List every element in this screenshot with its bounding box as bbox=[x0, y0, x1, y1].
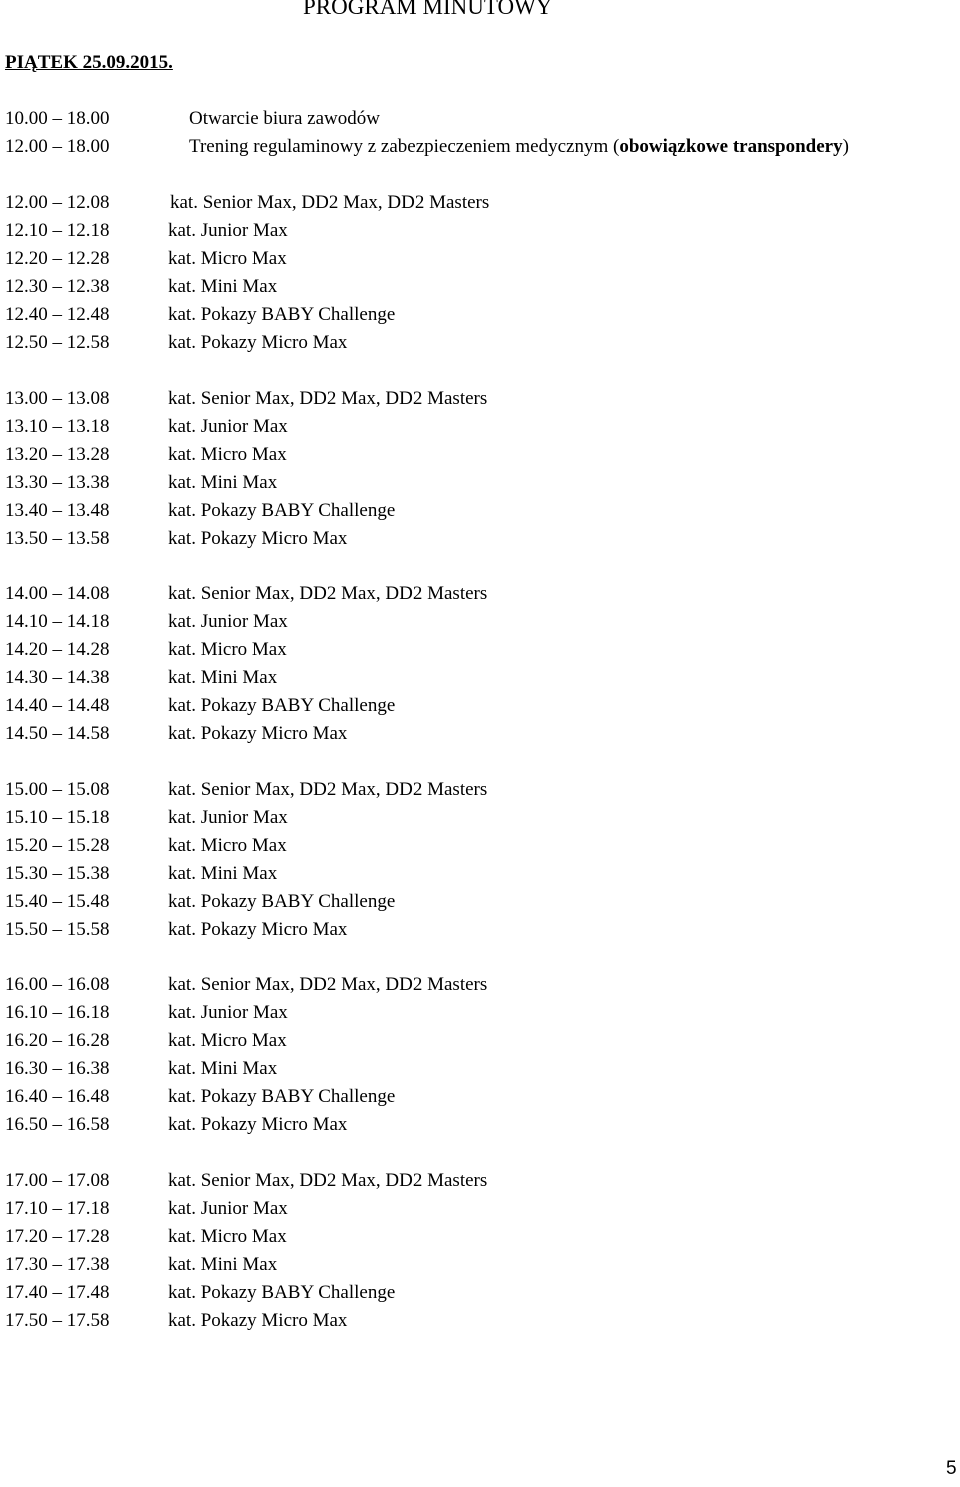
event-description: kat. Pokazy Micro Max bbox=[168, 919, 348, 940]
event-description: kat. Junior Max bbox=[168, 1002, 288, 1023]
event-description: kat. Pokazy BABY Challenge bbox=[168, 891, 396, 912]
schedule-date: PIĄTEK 25.09.2015. bbox=[5, 52, 173, 73]
time-range: 16.10 – 16.18 bbox=[5, 1002, 110, 1023]
page-title: PROGRAM MINUTOWY bbox=[303, 0, 553, 19]
event-description: kat. Pokazy BABY Challenge bbox=[168, 304, 396, 325]
event-description: kat. Senior Max, DD2 Max, DD2 Masters bbox=[168, 974, 488, 995]
time-range: 16.20 – 16.28 bbox=[5, 1030, 110, 1051]
time-range: 14.00 – 14.08 bbox=[5, 583, 110, 604]
time-range: 15.50 – 15.58 bbox=[5, 919, 110, 940]
event-description: kat. Senior Max, DD2 Max, DD2 Masters bbox=[168, 779, 488, 800]
event-description: kat. Pokazy Micro Max bbox=[168, 332, 348, 353]
event-description: kat. Mini Max bbox=[168, 667, 278, 688]
event-description: kat. Micro Max bbox=[168, 248, 287, 269]
event-description: kat. Senior Max, DD2 Max, DD2 Masters bbox=[170, 192, 490, 213]
event-description: kat. Senior Max, DD2 Max, DD2 Masters bbox=[168, 583, 488, 604]
event-description: kat. Mini Max bbox=[168, 472, 278, 493]
event-description-end: ) bbox=[842, 136, 849, 157]
time-range: 14.20 – 14.28 bbox=[5, 639, 110, 660]
time-range: 13.50 – 13.58 bbox=[5, 528, 110, 549]
event-description: kat. Mini Max bbox=[168, 276, 278, 297]
event-description: Otwarcie biura zawodów bbox=[189, 108, 380, 129]
event-description: kat. Junior Max bbox=[168, 807, 288, 828]
time-range: 12.30 – 12.38 bbox=[5, 276, 110, 297]
event-description: kat. Micro Max bbox=[168, 1030, 287, 1051]
event-description: kat. Senior Max, DD2 Max, DD2 Masters bbox=[168, 388, 488, 409]
time-range: 12.40 – 12.48 bbox=[5, 304, 110, 325]
time-range: 14.40 – 14.48 bbox=[5, 695, 110, 716]
event-description: kat. Micro Max bbox=[168, 444, 287, 465]
time-range: 12.20 – 12.28 bbox=[5, 248, 110, 269]
event-description: kat. Mini Max bbox=[168, 1254, 278, 1275]
event-description bbox=[189, 134, 849, 160]
time-range: 16.50 – 16.58 bbox=[5, 1114, 110, 1135]
time-range: 17.10 – 17.18 bbox=[5, 1198, 110, 1219]
time-range: 15.00 – 15.08 bbox=[5, 779, 110, 800]
time-range: 17.30 – 17.38 bbox=[5, 1254, 110, 1275]
event-description: kat. Pokazy BABY Challenge bbox=[168, 500, 396, 521]
event-description: kat. Mini Max bbox=[168, 1058, 278, 1079]
time-range: 10.00 – 18.00 bbox=[5, 108, 110, 129]
event-description: kat. Pokazy Micro Max bbox=[168, 528, 348, 549]
time-range: 14.30 – 14.38 bbox=[5, 667, 110, 688]
event-description: kat. Senior Max, DD2 Max, DD2 Masters bbox=[168, 1170, 488, 1191]
event-description: kat. Pokazy Micro Max bbox=[168, 1114, 348, 1135]
time-range: 13.00 – 13.08 bbox=[5, 388, 110, 409]
time-range: 14.10 – 14.18 bbox=[5, 611, 110, 632]
event-description: kat. Pokazy BABY Challenge bbox=[168, 695, 396, 716]
event-description: kat. Pokazy Micro Max bbox=[168, 723, 348, 744]
event-description: kat. Micro Max bbox=[168, 835, 287, 856]
time-range: 16.30 – 16.38 bbox=[5, 1058, 110, 1079]
time-range: 16.40 – 16.48 bbox=[5, 1086, 110, 1107]
event-description-text: Trening regulaminowy z zabezpieczeniem medycznym ( bbox=[189, 136, 620, 157]
event-description: kat. Pokazy BABY Challenge bbox=[168, 1086, 396, 1107]
event-description: kat. Pokazy Micro Max bbox=[168, 1310, 348, 1331]
event-description: kat. Junior Max bbox=[168, 1198, 288, 1219]
time-range: 12.00 – 12.08 bbox=[5, 192, 110, 213]
time-range: 15.20 – 15.28 bbox=[5, 835, 110, 856]
time-range: 12.00 – 18.00 bbox=[5, 136, 110, 157]
time-range: 13.10 – 13.18 bbox=[5, 416, 110, 437]
time-range: 17.50 – 17.58 bbox=[5, 1310, 110, 1331]
event-description: kat. Pokazy BABY Challenge bbox=[168, 1282, 396, 1303]
time-range: 14.50 – 14.58 bbox=[5, 723, 110, 744]
time-range: 13.30 – 13.38 bbox=[5, 472, 110, 493]
event-description: kat. Junior Max bbox=[168, 416, 288, 437]
event-description: kat. Junior Max bbox=[168, 220, 288, 241]
time-range: 12.50 – 12.58 bbox=[5, 332, 110, 353]
time-range: 16.00 – 16.08 bbox=[5, 974, 110, 995]
event-description: kat. Micro Max bbox=[168, 639, 287, 660]
time-range: 17.40 – 17.48 bbox=[5, 1282, 110, 1303]
time-range: 13.40 – 13.48 bbox=[5, 500, 110, 521]
event-description: kat. Mini Max bbox=[168, 863, 278, 884]
event-description: kat. Micro Max bbox=[168, 1226, 287, 1247]
time-range: 17.20 – 17.28 bbox=[5, 1226, 110, 1247]
time-range: 12.10 – 12.18 bbox=[5, 220, 110, 241]
time-range: 17.00 – 17.08 bbox=[5, 1170, 110, 1191]
time-range: 13.20 – 13.28 bbox=[5, 444, 110, 465]
time-range: 15.30 – 15.38 bbox=[5, 863, 110, 884]
page-number: 5 bbox=[946, 1458, 957, 1479]
event-description: kat. Junior Max bbox=[168, 611, 288, 632]
time-range: 15.40 – 15.48 bbox=[5, 891, 110, 912]
event-description-bold: obowiązkowe transpondery bbox=[619, 136, 843, 157]
time-range: 15.10 – 15.18 bbox=[5, 807, 110, 828]
